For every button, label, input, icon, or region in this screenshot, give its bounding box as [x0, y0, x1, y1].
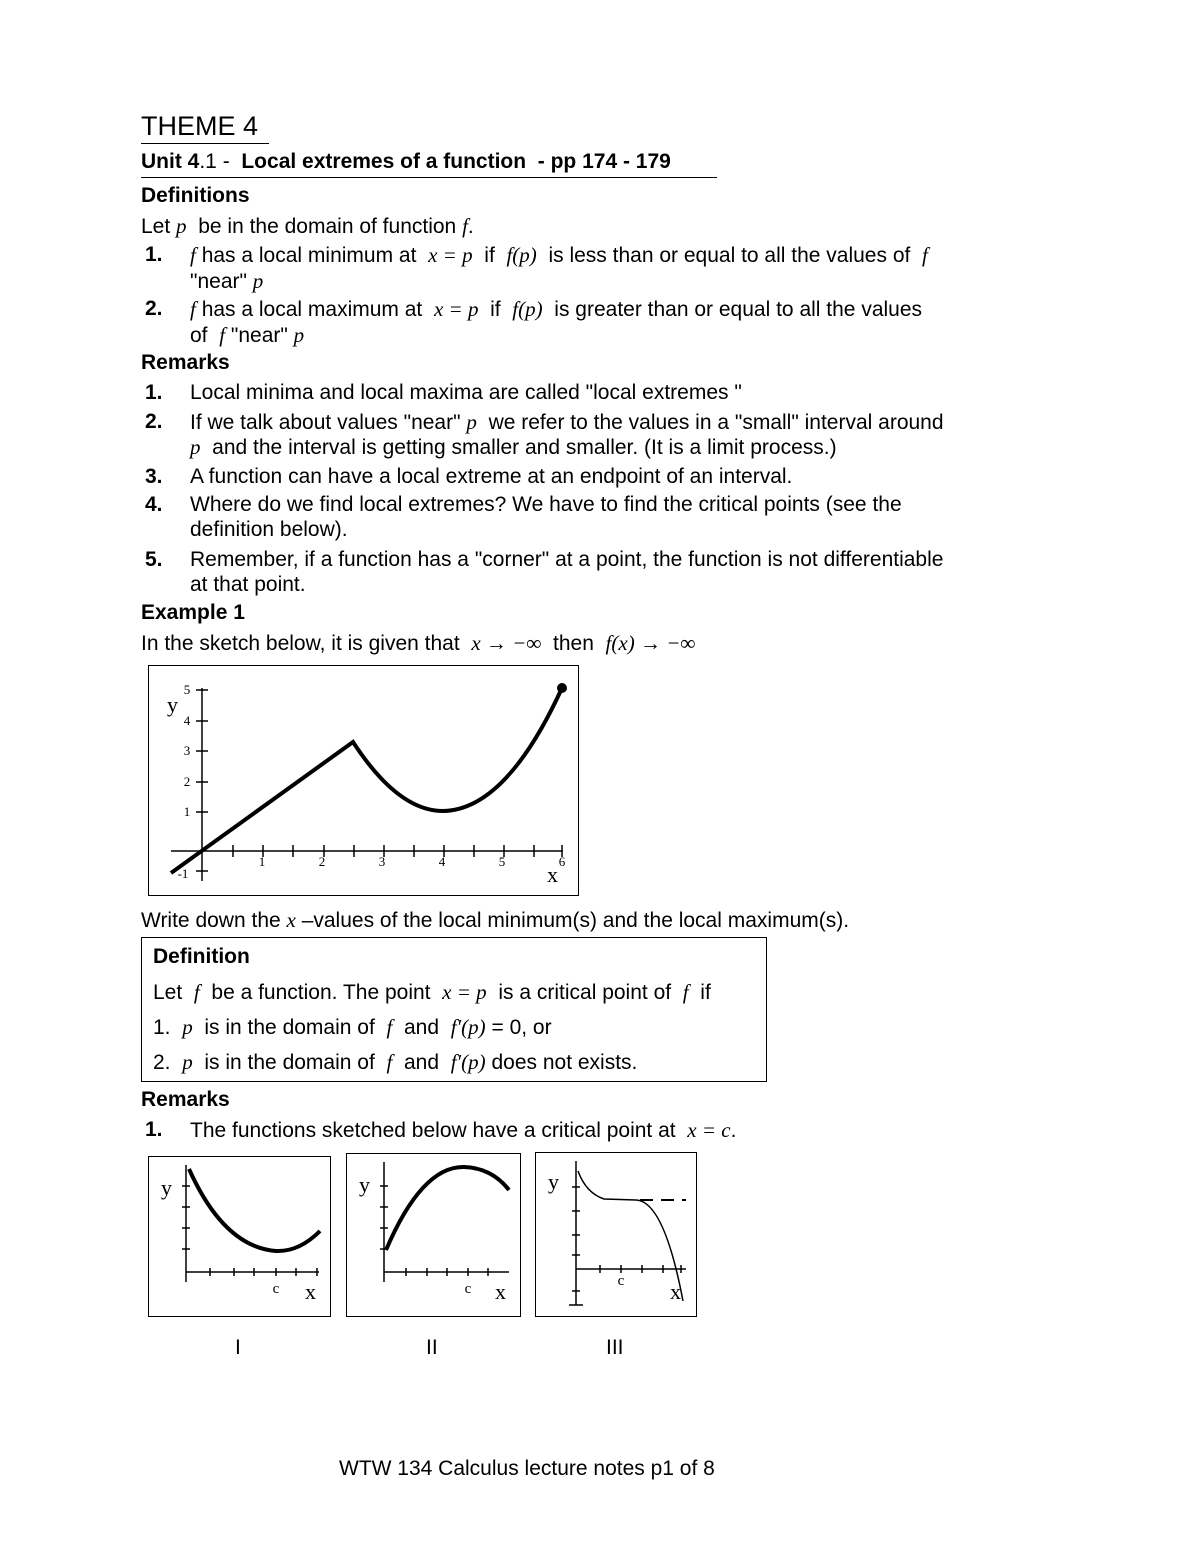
remark-5-num: 5. — [145, 548, 163, 571]
graph-II-curve — [386, 1167, 509, 1250]
graph-III-caption: III — [606, 1336, 624, 1359]
graph-III-c-label: c — [617, 1273, 625, 1289]
graph-1-xtick-4: 4 — [438, 854, 446, 869]
remark-4-line2: definition below). — [190, 518, 348, 541]
graph-1-endpoint — [557, 683, 567, 693]
graph-1-ytick-3: 3 — [183, 743, 191, 758]
graph-I-curve — [189, 1169, 320, 1251]
graph-1-ytick-1: 1 — [183, 804, 191, 819]
graph-1-xtick-2: 2 — [318, 854, 326, 869]
graph-I — [149, 1157, 329, 1315]
definitions-intro: Let p be in the domain of function f. — [141, 214, 474, 238]
graph-I-y-label: y — [161, 1175, 172, 1200]
graph-1-ytick-2: 2 — [183, 774, 191, 789]
remarks-2-item-num: 1. — [145, 1118, 163, 1141]
example-statement: In the sketch below, it is given that x → −∞ then f(x) → −∞ — [141, 631, 696, 655]
graph-1-xtick-1: 1 — [258, 854, 266, 869]
graph-I-x-label: x — [305, 1279, 316, 1304]
remark-3-num: 3. — [145, 465, 163, 488]
remark-2-line1: If we talk about values "near" p we refer to the values in a "small" interval around — [190, 410, 944, 434]
definition-box-item-2: 2. p is in the domain of f and f′(p) does not exists. — [153, 1050, 638, 1074]
graph-1-frame — [148, 665, 579, 896]
graph-1-y-label: y — [167, 692, 178, 717]
graph-II-frame — [346, 1153, 521, 1317]
graph-I-c-label: c — [272, 1281, 280, 1297]
graph-I-frame — [148, 1156, 331, 1317]
graph-II-caption: II — [426, 1336, 438, 1359]
unit-heading: Unit 4.1 - Local extremes of a function - pp 174 - 179 — [141, 150, 671, 173]
graph-II — [347, 1154, 519, 1315]
remark-5-line1: Remember, if a function has a "corner" at a point, the function is not differentiable — [190, 548, 944, 571]
graph-1-neg-tick: -1 — [177, 866, 189, 881]
def-item-2-num: 2. — [145, 297, 163, 320]
def-item-1-line2: "near" p — [190, 269, 264, 293]
graph-1-x-label: x — [547, 862, 558, 887]
def-item-1-num: 1. — [145, 243, 163, 266]
graph-1-ytick-4: 4 — [183, 713, 191, 728]
def-item-1-line1: f has a local minimum at x = p if f(p) is less than or equal to all the values of f — [190, 243, 928, 267]
definitions-heading: Definitions — [141, 184, 250, 207]
remark-2-num: 2. — [145, 410, 163, 433]
graph-1-ytick-5: 5 — [183, 682, 191, 697]
page-footer: WTW 134 Calculus lecture notes p1 of 8 — [339, 1457, 715, 1480]
definition-box — [141, 937, 767, 1082]
graph-III-curve — [578, 1171, 683, 1301]
definition-box-line1: Let f be a function. The point x = p is a critical point of f if — [153, 980, 711, 1004]
graph-I-caption: I — [235, 1336, 241, 1359]
remark-3-text: A function can have a local extreme at an endpoint of an interval. — [190, 465, 793, 488]
graph-1-xtick-3: 3 — [378, 854, 386, 869]
remark-2-line2: p and the interval is getting smaller and smaller. (It is a limit process.) — [190, 435, 837, 459]
remark-5-line2: at that point. — [190, 573, 306, 596]
graph-1-xtick-6: 6 — [558, 854, 566, 869]
graph-III-x-label: x — [670, 1279, 681, 1304]
remark-1-text: Local minima and local maxima are called "local extremes " — [190, 381, 742, 404]
remarks-heading-2: Remarks — [141, 1088, 230, 1111]
def-item-2-line1: f has a local maximum at x = p if f(p) is greater than or equal to all the values — [190, 297, 923, 321]
def-item-2-line2: of f "near" p — [190, 323, 305, 347]
graph-III — [536, 1153, 695, 1315]
remarks-2-item-text: The functions sketched below have a critical point at x = c. — [190, 1118, 737, 1142]
graph-II-c-label: c — [464, 1281, 472, 1297]
theme-title: THEME 4 — [141, 111, 259, 141]
remark-4-line1: Where do we find local extremes? We have to find the critical points (see the — [190, 493, 902, 516]
graph-III-frame — [535, 1152, 697, 1317]
graph-III-y-label: y — [548, 1169, 559, 1194]
definition-box-item-1: 1. p is in the domain of f and f′(p) = 0, or — [153, 1015, 552, 1039]
definition-box-heading: Definition — [153, 945, 250, 968]
graph-II-x-label: x — [495, 1279, 506, 1304]
graph-1-xtick-5: 5 — [498, 854, 506, 869]
example-heading: Example 1 — [141, 601, 245, 624]
unit-underline — [141, 177, 717, 178]
remark-4-num: 4. — [145, 493, 163, 516]
remark-1-num: 1. — [145, 381, 163, 404]
example-question: Write down the x –values of the local minimum(s) and the local maximum(s). — [141, 908, 850, 932]
remarks-heading-1: Remarks — [141, 351, 230, 374]
theme-underline — [141, 143, 269, 144]
graph-1 — [149, 666, 577, 894]
graph-II-y-label: y — [359, 1172, 370, 1197]
